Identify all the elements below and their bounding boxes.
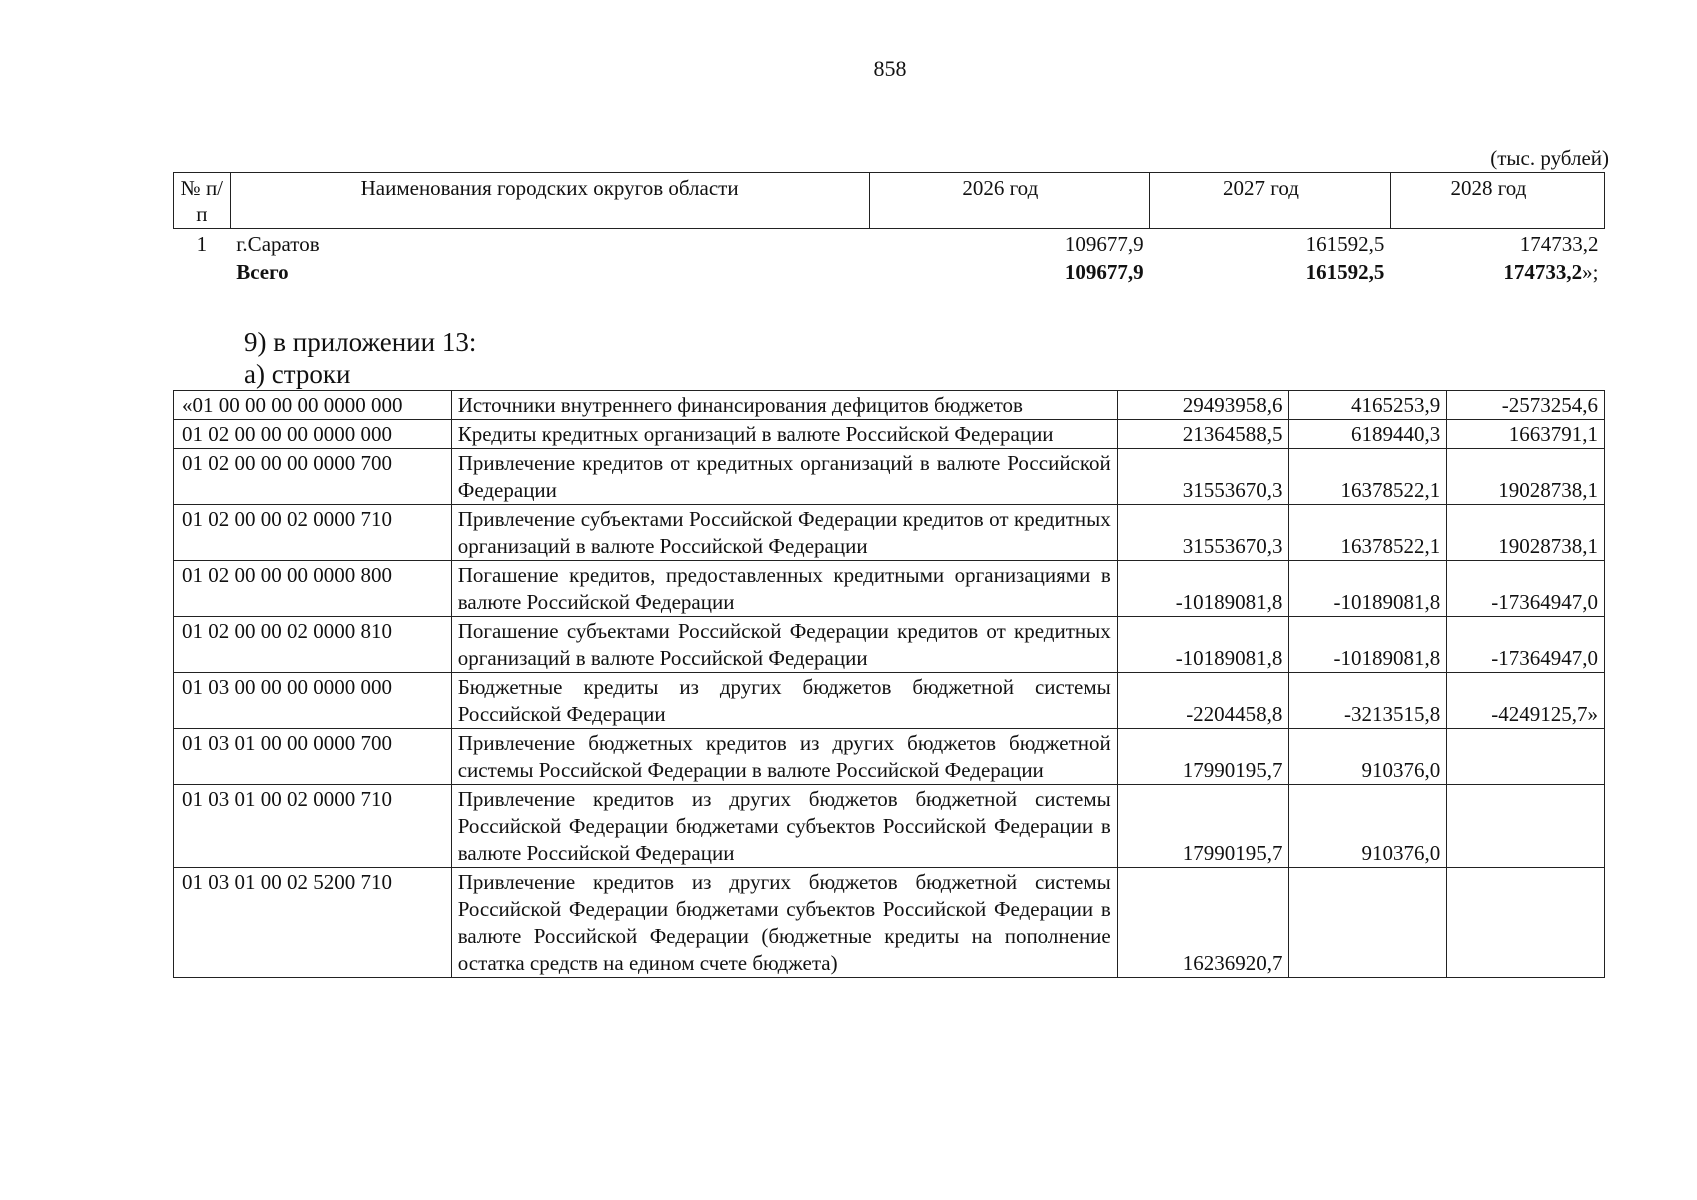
value-2028: -2573254,6 [1447, 391, 1605, 420]
budget-code: 01 03 00 00 00 0000 000 [174, 673, 452, 729]
table-row [174, 673, 1605, 729]
row-description: Бюджетные кредиты из других бюджетов бюджетной системы Российской Федерации [451, 673, 1117, 729]
city-districts-table [173, 172, 1605, 285]
table-row [174, 420, 1605, 449]
financing-sources-table [173, 390, 1605, 978]
subsection-heading: а) строки [244, 359, 351, 389]
row-description: Погашение субъектами Российской Федерации кредитов от кредитных организаций в валюте Российской Федерации [451, 617, 1117, 673]
header-name: Наименования городских округов области [230, 173, 869, 229]
header-2026: 2026 год [869, 173, 1150, 229]
header-2027: 2027 год [1150, 173, 1391, 229]
closing-quote: »; [1582, 260, 1599, 284]
row-num: 1 [196, 232, 208, 256]
row-description: Источники внутреннего финансирования дефицитов бюджетов [451, 391, 1117, 420]
total-2026: 109677,9 [1064, 260, 1144, 284]
value-2028: 19028738,1 [1447, 505, 1605, 561]
budget-code: 01 02 00 00 02 0000 710 [174, 505, 452, 561]
section-heading: 9) в приложении 13: [244, 327, 477, 357]
value-2026: -10189081,8 [1117, 617, 1289, 673]
total-2028: 174733,2 [1503, 260, 1583, 284]
table-row [174, 785, 1605, 868]
value-2028: -17364947,0 [1447, 617, 1605, 673]
value-2028: -4249125,7» [1447, 673, 1605, 729]
value-2026: 29493958,6 [1117, 391, 1289, 420]
value-2027: 16378522,1 [1289, 449, 1447, 505]
budget-code: 01 03 01 00 00 0000 700 [174, 729, 452, 785]
budget-code: 01 02 00 00 00 0000 000 [174, 420, 452, 449]
budget-code: 01 03 01 00 02 5200 710 [174, 868, 452, 978]
row-value-2026: 109677,9 [1064, 232, 1144, 256]
table-row [174, 868, 1605, 978]
value-2027: -10189081,8 [1289, 561, 1447, 617]
row-value-2027: 161592,5 [1305, 232, 1385, 256]
value-2028 [1447, 868, 1605, 978]
row-description: Привлечение бюджетных кредитов из других бюджетов бюджетной системы Российской Федерации в валюте Российской Федерации [451, 729, 1117, 785]
row-description: Кредиты кредитных организаций в валюте Российской Федерации [451, 420, 1117, 449]
value-2027 [1289, 868, 1447, 978]
value-2028: -17364947,0 [1447, 561, 1605, 617]
row-description: Привлечение субъектами Российской Федерации кредитов от кредитных организаций в валюте Российской Федерации [451, 505, 1117, 561]
table-row [174, 229, 1605, 258]
budget-code: 01 03 01 00 02 0000 710 [174, 785, 452, 868]
value-2026: -10189081,8 [1117, 561, 1289, 617]
table-row [174, 505, 1605, 561]
value-2028 [1447, 785, 1605, 868]
value-2026: 17990195,7 [1117, 729, 1289, 785]
value-2027: -10189081,8 [1289, 617, 1447, 673]
table-row [174, 449, 1605, 505]
row-description: Привлечение кредитов от кредитных организаций в валюте Российской Федерации [451, 449, 1117, 505]
row-description: Привлечение кредитов из других бюджетов бюджетной системы Российской Федерации бюджетами субъектов Российской Федерации в валюте Российской Федерации (бюджетные кредиты на пополнение остатка средств на едином счете бюджета) [451, 868, 1117, 978]
total-label: Всего [236, 260, 289, 284]
budget-code: 01 02 00 00 00 0000 700 [174, 449, 452, 505]
table-header-row [174, 173, 1605, 229]
row-description: Привлечение кредитов из других бюджетов бюджетной системы Российской Федерации бюджетами субъектов Российской Федерации в валюте Российской Федерации [451, 785, 1117, 868]
header-num: № п/п [174, 173, 231, 229]
budget-code: «01 00 00 00 00 0000 000 [174, 391, 452, 420]
value-2027: 16378522,1 [1289, 505, 1447, 561]
value-2027: 910376,0 [1289, 785, 1447, 868]
units-note: (тыс. рублей) [1490, 146, 1609, 170]
header-2028: 2028 год [1390, 173, 1604, 229]
table-row [174, 617, 1605, 673]
value-2027: 6189440,3 [1289, 420, 1447, 449]
value-2026: 21364588,5 [1117, 420, 1289, 449]
value-2026: 31553670,3 [1117, 505, 1289, 561]
table-row [174, 561, 1605, 617]
value-2027: 4165253,9 [1289, 391, 1447, 420]
value-2026: 17990195,7 [1117, 785, 1289, 868]
row-value-2028: 174733,2 [1519, 232, 1599, 256]
value-2026: 16236920,7 [1117, 868, 1289, 978]
value-2028: 1663791,1 [1447, 420, 1605, 449]
total-2027: 161592,5 [1305, 260, 1385, 284]
budget-code: 01 02 00 00 00 0000 800 [174, 561, 452, 617]
value-2028 [1447, 729, 1605, 785]
table-row [174, 729, 1605, 785]
row-description: Погашение кредитов, предоставленных кредитными организациями в валюте Российской Федерации [451, 561, 1117, 617]
table-row [174, 391, 1605, 420]
budget-code: 01 02 00 00 02 0000 810 [174, 617, 452, 673]
row-name: г.Саратов [236, 232, 320, 256]
value-2026: -2204458,8 [1117, 673, 1289, 729]
total-2028-cell [1390, 257, 1604, 285]
total-row [174, 257, 1605, 285]
value-2027: 910376,0 [1289, 729, 1447, 785]
page-number: 858 [873, 56, 907, 81]
value-2027: -3213515,8 [1289, 673, 1447, 729]
value-2028: 19028738,1 [1447, 449, 1605, 505]
value-2026: 31553670,3 [1117, 449, 1289, 505]
